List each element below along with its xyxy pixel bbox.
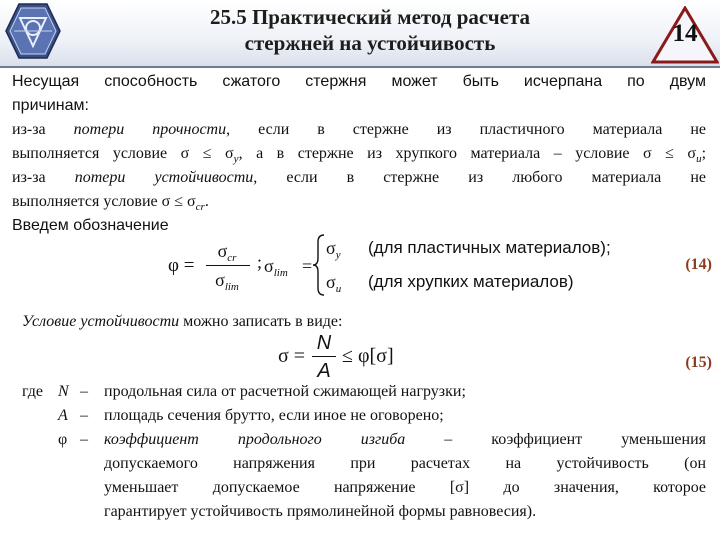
- subscript: cr: [195, 201, 205, 213]
- text-fragment: можно записать в виде:: [179, 313, 343, 330]
- stability-line: [22, 310, 702, 334]
- left-brace-icon: [312, 234, 326, 296]
- subscript: y: [233, 153, 239, 165]
- definition-n: продольная сила от расчетной сжимающей нагрузки;: [104, 383, 466, 400]
- symbol-a: A: [58, 407, 68, 424]
- text-fragment: из-за: [12, 169, 75, 186]
- sigma: σ: [326, 272, 336, 292]
- where-prefix: где: [22, 383, 44, 400]
- text-fragment: выполняется условие σ ≤ σ: [12, 145, 234, 162]
- dash: –: [80, 431, 88, 448]
- definition-phi: [104, 428, 706, 452]
- intro-line-2: причинам:: [12, 97, 89, 114]
- text-fragment: из-за: [12, 121, 74, 138]
- slide-number: 14: [672, 20, 698, 47]
- symbol-n: N: [58, 383, 69, 400]
- sigma: σ: [215, 270, 225, 290]
- subscript: u: [335, 283, 342, 295]
- symbol-phi: φ: [58, 431, 68, 448]
- text-fragment: выполняется условие σ ≤ σ: [12, 193, 196, 210]
- term-stability-condition: Условие устойчивости: [22, 313, 180, 330]
- fraction-bar: [312, 356, 336, 357]
- subscript: u: [696, 153, 702, 165]
- sigma: σ: [326, 238, 336, 258]
- case-2-symbol: [326, 270, 341, 301]
- term-stability-loss: потери устойчивости: [74, 169, 254, 186]
- equation-number-14: (14): [685, 256, 712, 273]
- intro-line-1: Несущая способность сжатого стержня может быть исчерпана по двум: [12, 73, 706, 90]
- subscript: lim: [224, 281, 239, 293]
- phi-equals: φ =: [168, 255, 195, 276]
- text-fragment: , если в стержне из пластичного материала не: [226, 121, 707, 138]
- case-1-symbol: [326, 236, 341, 267]
- dash: –: [80, 383, 88, 400]
- fraction-numerator: N: [316, 332, 332, 354]
- dash: –: [80, 407, 88, 424]
- term-buckling-coefficient: коэффициент продольного изгиба: [104, 431, 406, 448]
- separator: ;: [257, 252, 263, 272]
- sigma-lim: [264, 254, 288, 285]
- fraction-bar: [206, 265, 250, 266]
- definition-phi-cont-2: уменьшает допускаемое напряжение [σ] до значения, которое: [104, 479, 706, 496]
- case-2-text: (для хрупких материалов): [368, 272, 574, 291]
- subscript: y: [335, 249, 341, 261]
- intro-line-7: Введем обозначение: [12, 217, 169, 234]
- equation-number-15: (15): [685, 354, 712, 371]
- intro-line-5: [12, 166, 706, 190]
- equals: =: [302, 256, 313, 276]
- title-line-1: 25.5 Практический метод расчета: [209, 5, 531, 29]
- university-logo-icon: [4, 2, 62, 60]
- header-divider: [0, 66, 720, 68]
- subscript: lim: [273, 267, 288, 279]
- fraction-denominator: A: [317, 360, 331, 382]
- text-fragment: – коэффициент уменьшения: [405, 431, 706, 448]
- definition-phi-cont-1: допускаемого напряжения при расчетах на устойчивость (он: [104, 455, 706, 472]
- text-fragment: , а в стержне из хрупкого материала – условие σ ≤ σ: [238, 145, 697, 162]
- sigma: σ: [217, 241, 228, 261]
- sigma: σ: [264, 256, 274, 276]
- definition-a: площадь сечения брутто, если иное не оговорено;: [104, 407, 444, 424]
- title-line-2: стержней на устойчивость: [244, 31, 496, 55]
- intro-line-3: [12, 118, 706, 142]
- case-1-text: (для пластичных материалов);: [368, 238, 611, 257]
- text-fragment: .: [204, 193, 209, 210]
- page-title: [120, 4, 620, 56]
- definition-phi-cont-3: гарантирует устойчивость прямолинейной формы равновесия).: [104, 503, 537, 520]
- fraction-denominator: [204, 269, 250, 298]
- sigma-equals: σ =: [278, 345, 306, 367]
- text-fragment: , если в стержне из любого материала не: [253, 169, 707, 186]
- text-fragment: ;: [701, 145, 707, 162]
- rhs: ≤ φ[σ]: [342, 345, 394, 367]
- subscript: cr: [227, 252, 237, 264]
- term-strength-loss: потери прочности: [73, 121, 227, 138]
